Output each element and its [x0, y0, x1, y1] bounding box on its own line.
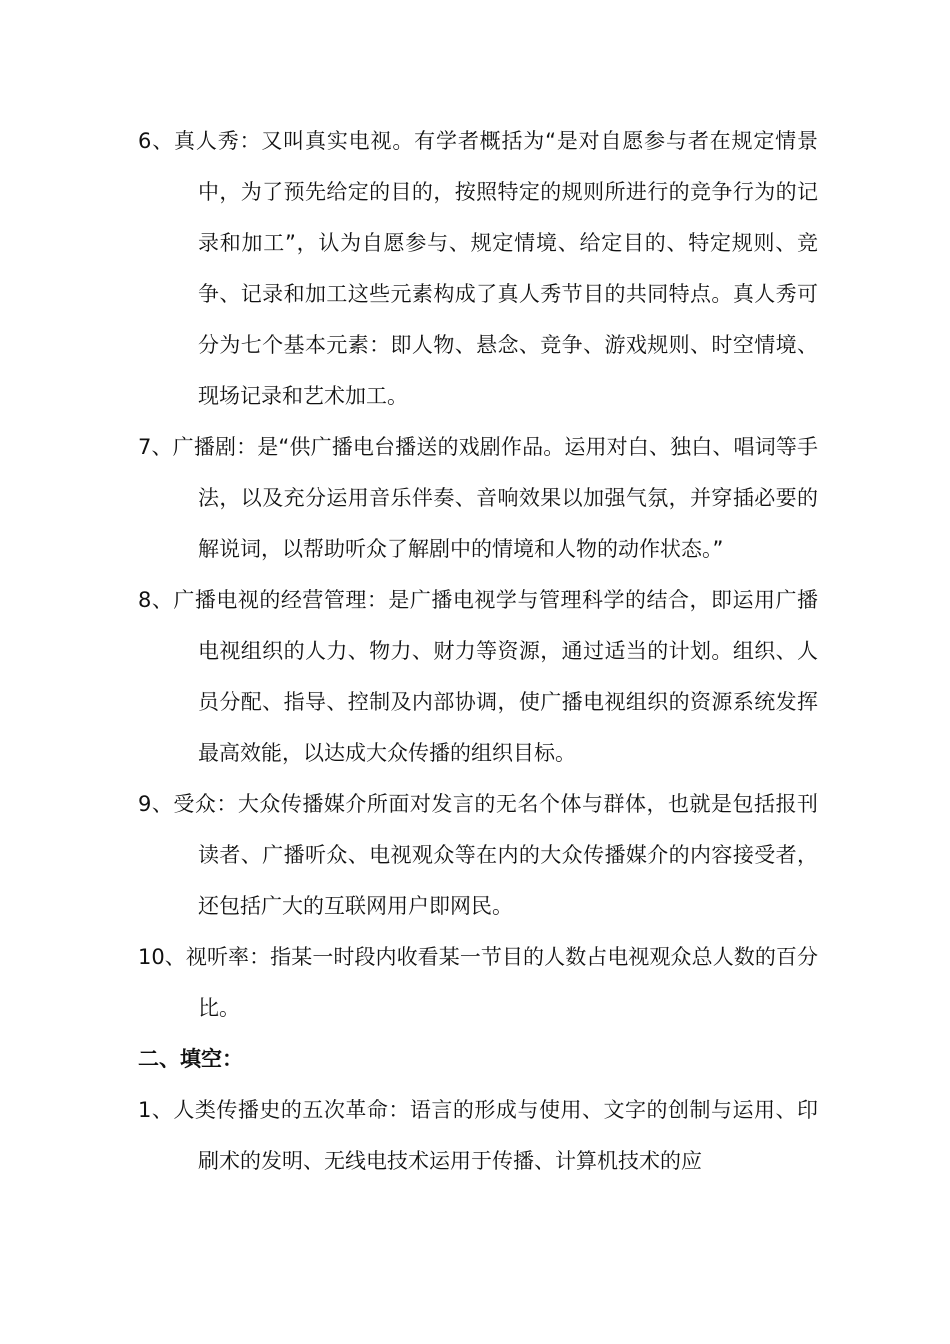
item-text: 广播电视的经营管理：是广播电视学与管理科学的结合，即运用广播电视组织的人力、物力、财力等资源，通过适当的计划。组织、人员分配、指导、控制及内部协调，使广播电视组织的资源系统发挥最高效能，以达成大众传播的组织目标。	[173, 588, 818, 765]
item-text: 视听率：指某一时段内收看某一节目的人数占电视观众总人数的百分比。	[185, 945, 818, 1020]
fill-item-1	[138, 1085, 818, 1187]
item-number: 10、	[138, 945, 186, 969]
item-text: 真人秀：又叫真实电视。有学者概括为“是对自愿参与者在规定情景中，为了预先给定的目的，按照特定的规则所进行的竞争行为的记录和加工”，认为自愿参与、规定情境、给定目的、特定规则、竞争、记录和加工这些元素构成了真人秀节目的共同特点。真人秀可分为七个基本元素：即人物、悬念、竞争、游戏规则、时空情境、现场记录和艺术加工。	[174, 129, 818, 408]
definition-item-7	[138, 422, 818, 575]
item-number: 1、	[138, 1098, 174, 1122]
document-content	[138, 116, 818, 1187]
definition-item-9	[138, 779, 818, 932]
item-text: 广播剧：是“供广播电台播送的戏剧作品。运用对白、独白、唱词等手法，以及充分运用音乐伴奏、音响效果以加强气氛，并穿插必要的解说词，以帮助听众了解剧中的情境和人物的动作状态。”	[172, 435, 818, 561]
definition-item-8	[138, 575, 818, 779]
item-number: 8、	[138, 588, 174, 612]
definition-item-6	[138, 116, 818, 422]
item-text: 人类传播史的五次革命：语言的形成与使用、文字的创制与运用、印刷术的发明、无线电技术运用于传播、计算机技术的应	[173, 1098, 818, 1173]
item-number: 9、	[138, 792, 174, 816]
section-heading: 二、填空：	[138, 1047, 243, 1071]
item-text: 受众：大众传播媒介所面对发言的无名个体与群体，也就是包括报刊读者、广播听众、电视观众等在内的大众传播媒介的内容接受者，还包括广大的互联网用户即网民。	[173, 792, 818, 918]
definition-item-10	[138, 932, 818, 1034]
item-number: 7、	[138, 435, 173, 459]
item-number: 6、	[138, 129, 175, 153]
